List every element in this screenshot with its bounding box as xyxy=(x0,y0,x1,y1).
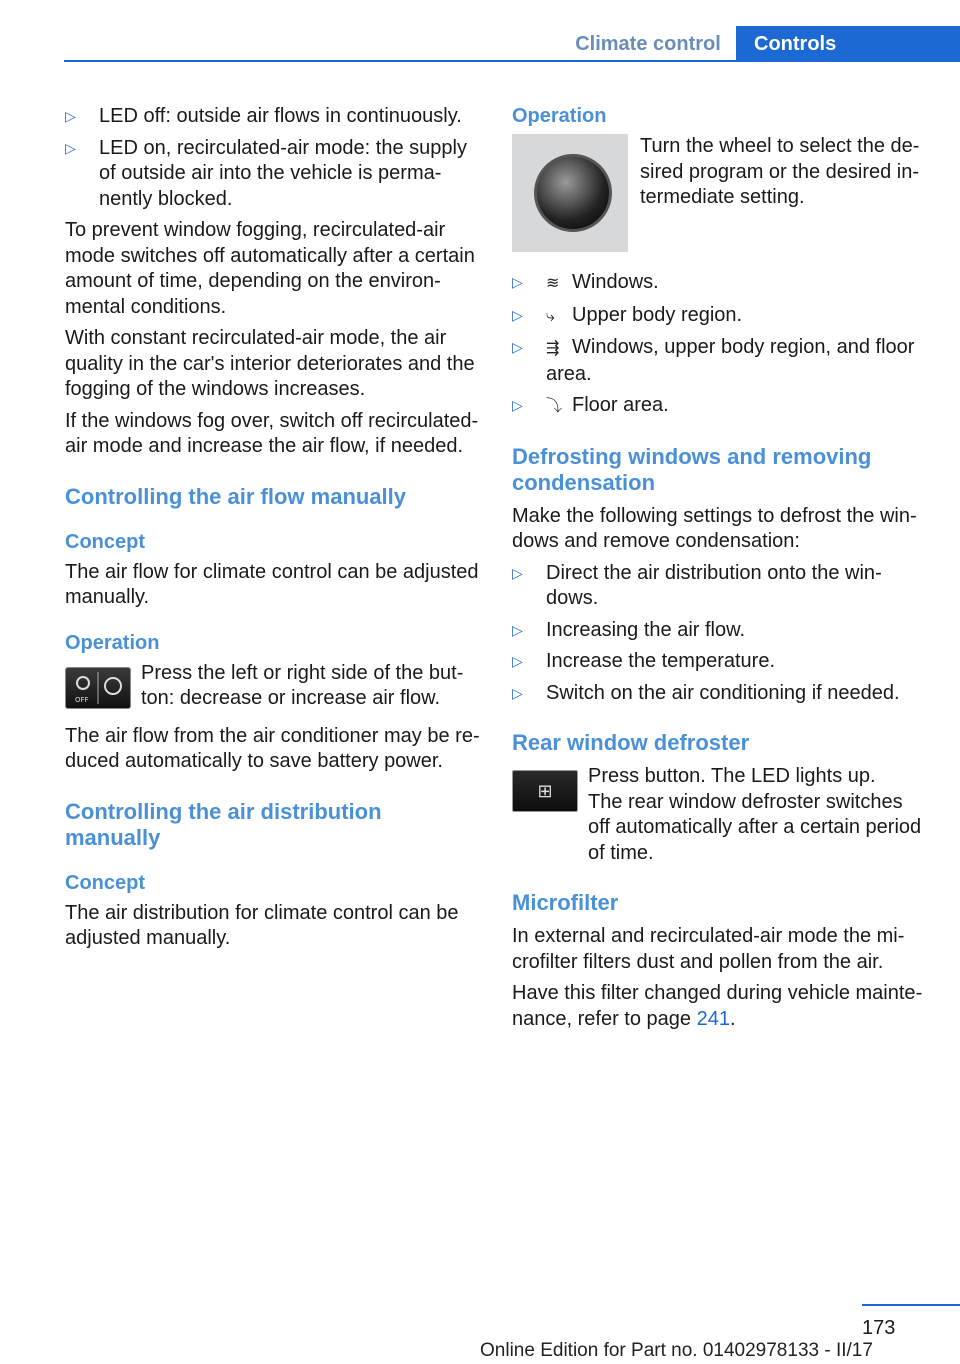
header-rule xyxy=(64,60,960,62)
paragraph: Make the following settings to defrost the windows and remove condensation: xyxy=(512,504,917,552)
footer-rule xyxy=(862,1304,960,1306)
paragraph: With constant recirculated-air mode, the air quality in the car's interior deteriorates and the fogging of the windows increases. xyxy=(65,327,475,400)
list-item: ▷ ⤷ Upper body region. xyxy=(512,303,927,330)
dial-knob-icon xyxy=(534,154,612,232)
list-item: ▷ ≋ Windows. xyxy=(512,270,927,297)
rear-defroster-block xyxy=(512,764,927,866)
triangle-bullet-icon: ▷ xyxy=(512,339,523,355)
page-reference-link[interactable]: 241 xyxy=(696,1007,730,1030)
triangle-bullet-icon: ▷ xyxy=(512,397,523,413)
list-item: ▷ ⤵ Floor area. xyxy=(512,393,927,420)
paragraph: The air flow from the air conditioner may be reduced automatically to save battery power. xyxy=(65,724,480,772)
paragraph: The rear window defroster switches off automatically after a certain period of time. xyxy=(588,790,922,864)
subheading-concept: Concept xyxy=(65,530,145,553)
triangle-bullet-icon: ▷ xyxy=(512,306,523,323)
section-heading-distribution: Controlling the air distribution manually xyxy=(65,798,382,850)
distribution-operation-block xyxy=(512,134,927,258)
right-column xyxy=(512,104,927,1038)
list-item: ▷ ⇶ Windows, upper body region, and floor area. xyxy=(512,336,915,385)
paragraph: If the windows fog over, switch off recirculated-air mode and increase the air flow, if needed. xyxy=(65,409,479,457)
page-number: 173 xyxy=(862,1317,896,1339)
paragraph: Turn the wheel to select the desired program or the desired intermediate setting. xyxy=(640,135,920,208)
paragraph: Press button. The LED lights up. xyxy=(588,765,876,787)
list-item: ▷ Switch on the air conditioning if needed. xyxy=(512,681,927,707)
triangle-bullet-icon: ▷ xyxy=(512,564,523,581)
rear-defroster-icon: ⊞ xyxy=(512,770,578,812)
header-chapter-tab: Controls xyxy=(736,26,960,62)
list-item: ▷ Increasing the air flow. xyxy=(512,618,927,644)
list-item: ▷ Increase the temperature. xyxy=(512,649,927,675)
list-item: ▷ LED on, recirculated-air mode: the supply of outside air into the vehicle is permanently blocked. xyxy=(65,136,467,210)
fan-icon xyxy=(66,668,130,708)
airflow-operation-block xyxy=(65,661,480,712)
left-column xyxy=(65,104,480,958)
paragraph: The air flow for climate control can be adjusted manually. xyxy=(65,560,479,608)
section-heading-defrost: Defrosting windows and removing condensation xyxy=(512,443,872,495)
section-heading-microfilter: Microfilter xyxy=(512,890,619,915)
svg-text:OFF: OFF xyxy=(75,695,89,704)
edition-note: Online Edition for Part no. 01402978133 - II/17 xyxy=(480,1340,873,1361)
paragraph: To prevent window fogging, recirculated-air mode switches off automatically after a certain amount of time, depending on the environmental conditions. xyxy=(65,219,475,318)
paragraph: In external and recirculated-air mode the microfilter filters dust and pollen from the air. xyxy=(512,925,905,973)
subheading-concept: Concept xyxy=(65,871,145,894)
triangle-bullet-icon: ▷ xyxy=(512,653,523,669)
triangle-bullet-icon: ▷ xyxy=(65,139,76,156)
windows-body-floor-icon: ⇶ xyxy=(546,340,560,357)
defrost-steps-list xyxy=(512,561,927,707)
recirculation-led-list xyxy=(65,104,480,212)
paragraph: Press the left or right side of the button: decrease or increase air flow. xyxy=(141,661,464,709)
distribution-program-list xyxy=(512,270,927,420)
subheading-operation: Operation xyxy=(65,631,160,654)
section-heading-rear-defroster: Rear window defroster xyxy=(512,730,750,755)
windshield-icon: ≋ xyxy=(546,275,560,292)
airflow-button-image xyxy=(65,667,131,709)
floor-icon: ⤵ xyxy=(546,398,563,415)
paragraph: Have this filter changed during vehicle maintenance, refer to page 241. xyxy=(512,982,923,1030)
list-item: ▷ Direct the air distribution onto the windows. xyxy=(512,561,882,609)
triangle-bullet-icon: ▷ xyxy=(512,274,523,290)
header-section: Climate control xyxy=(575,33,721,55)
triangle-bullet-icon: ▷ xyxy=(65,108,76,124)
paragraph: The air distribution for climate control can be adjusted manually. xyxy=(65,901,459,949)
distribution-dial-image xyxy=(512,134,628,252)
list-item: ▷ LED off: outside air flows in continuously. xyxy=(65,104,480,130)
triangle-bullet-icon: ▷ xyxy=(512,621,523,638)
subheading-operation: Operation xyxy=(512,105,607,127)
section-heading-airflow: Controlling the air flow manually xyxy=(65,483,407,509)
triangle-bullet-icon: ▷ xyxy=(512,684,523,701)
upper-body-icon: ⤷ xyxy=(546,307,555,325)
